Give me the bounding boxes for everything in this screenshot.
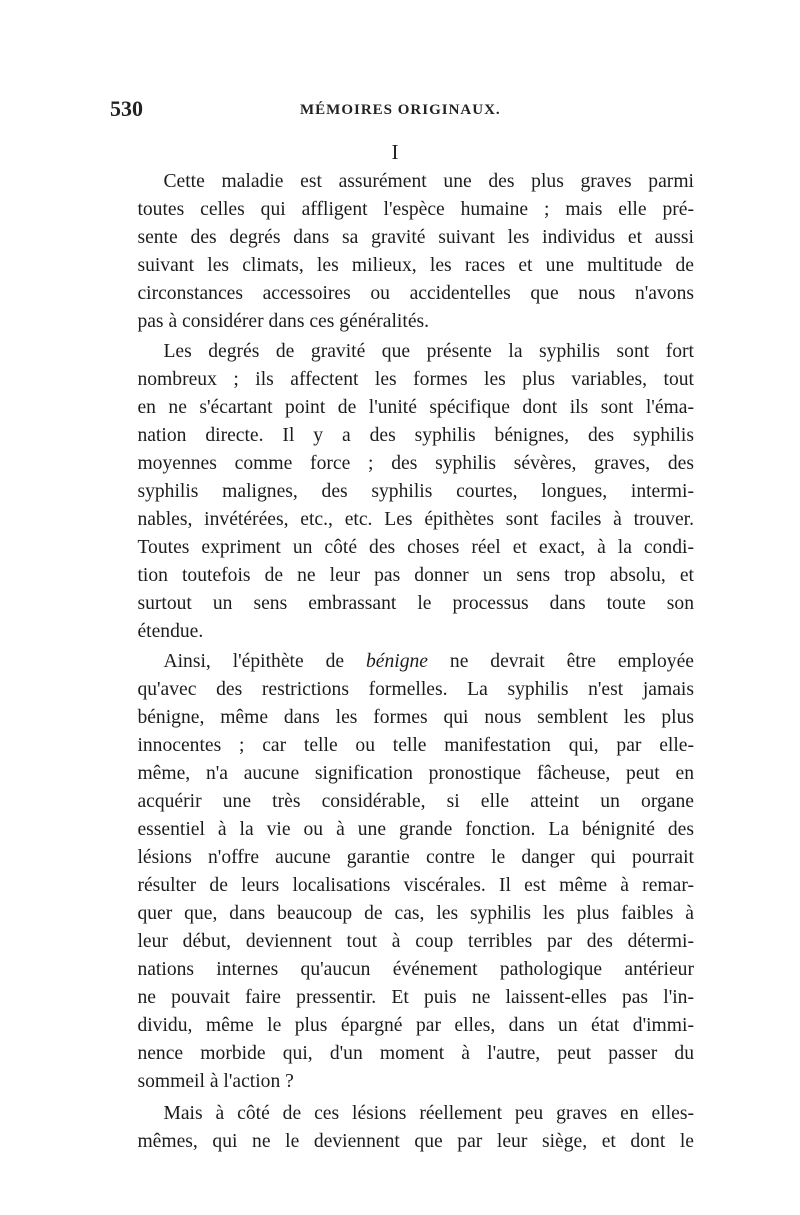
running-head: MÉMOIRES ORIGINAUX. <box>300 102 501 118</box>
text-line-first <box>110 648 694 676</box>
text-line: qu'avec des restrictions formelles. La syphilis n'est jamais <box>137 679 694 700</box>
text-line: essentiel à la vie ou à une grande fonction. La bénignité des <box>137 819 694 840</box>
text-line: acquérir une très considérable, si elle atteint un organe <box>137 791 694 812</box>
text-line: syphilis malignes, des syphilis courtes, longues, intermi- <box>137 481 694 502</box>
text-line: même, n'a aucune signification pronostique fâcheuse, peut en <box>137 763 694 784</box>
text-line: Toutes expriment un côté des choses réel et exact, à la condi- <box>137 537 694 558</box>
text-line: suivant les climats, les milieux, les races et une multitude de <box>137 255 694 276</box>
paragraph-3 <box>110 648 694 1096</box>
page-header <box>110 96 694 126</box>
text-line: mêmes, qui ne le deviennent que par leur siège, et dont le <box>137 1131 694 1152</box>
text-line: Cette maladie est assurément une des plus graves parmi <box>163 171 694 192</box>
text-fragment: ne devrait être employée <box>428 651 694 672</box>
text-line: moyennes comme force ; des syphilis sévères, graves, des <box>137 453 694 474</box>
text-line: innocentes ; car telle ou telle manifestation qui, par elle- <box>137 735 694 756</box>
text-line: sommeil à l'action ? <box>137 1071 294 1092</box>
text-line: sente des degrés dans sa gravité suivant les individus et aussi <box>137 227 694 248</box>
text-line: nations internes qu'aucun événement pathologique antérieur <box>137 959 694 980</box>
text-line: leur début, deviennent tout à coup terribles par des détermi- <box>137 931 694 952</box>
text-line: tion toutefois de ne leur pas donner un sens trop absolu, et <box>137 565 694 586</box>
text-line: surtout un sens embrassant le processus dans toute son <box>137 593 694 614</box>
text-line: Les degrés de gravité que présente la syphilis sont fort <box>163 341 694 362</box>
paragraph-1 <box>110 168 694 336</box>
text-line: lésions n'offre aucune garantie contre le danger qui pourrait <box>137 847 694 868</box>
text-fragment: Ainsi, l'épithète de <box>163 651 366 672</box>
text-line: ne pouvait faire pressentir. Et puis ne laissent-elles pas l'in- <box>137 987 694 1008</box>
text-line: nombreux ; ils affectent les formes les plus variables, tout <box>137 369 694 390</box>
text-line: quer que, dans beaucoup de cas, les syphilis les plus faibles à <box>137 903 694 924</box>
text-line: nables, invétérées, etc., etc. Les épithètes sont faciles à trouver. <box>137 509 694 530</box>
text-line: nation directe. Il y a des syphilis bénignes, des syphilis <box>137 425 694 446</box>
body-text <box>110 168 694 1158</box>
paragraph-2 <box>110 338 694 646</box>
text-line: en ne s'écartant point de l'unité spécifique dont ils sont l'éma- <box>137 397 694 418</box>
text-line: pas à considérer dans ces généralités. <box>137 311 430 332</box>
text-line: résulter de leurs localisations viscérales. Il est même à remar- <box>137 875 694 896</box>
italic-term: bénigne <box>365 651 428 672</box>
text-line: bénigne, même dans les formes qui nous semblent les plus <box>137 707 694 728</box>
page-number: 530 <box>110 96 143 121</box>
text-line: dividu, même le plus épargné par elles, dans un état d'immi- <box>137 1015 694 1036</box>
text-line: toutes celles qui affligent l'espèce humaine ; mais elle pré- <box>137 199 694 220</box>
text-line: circonstances accessoires ou accidentelles que nous n'avons <box>137 283 694 304</box>
text-line: étendue. <box>137 621 204 642</box>
text-line: Mais à côté de ces lésions réellement peu graves en elles- <box>163 1103 694 1124</box>
text-line: nence morbide qui, d'un moment à l'autre, peut passer du <box>137 1043 694 1064</box>
section-number: I <box>391 140 399 164</box>
paragraph-4 <box>110 1100 694 1156</box>
